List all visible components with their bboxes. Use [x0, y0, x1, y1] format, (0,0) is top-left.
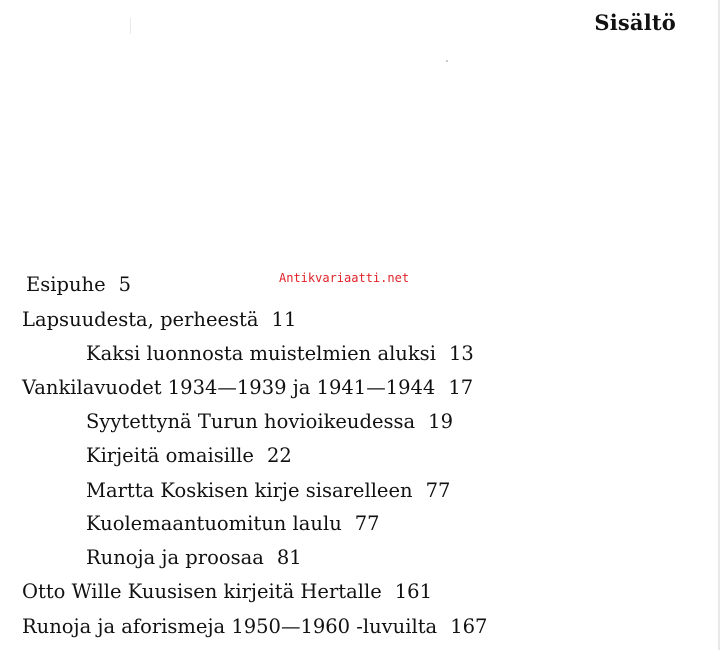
toc-entry-page: 167	[450, 615, 488, 638]
toc-entry-title: Vankilavuodet 1934—1939 ja 1941—1944	[22, 376, 436, 399]
toc-entry-title: Runoja ja aforismeja 1950—1960 -luvuilta	[22, 615, 438, 638]
toc-entry-page: 77	[354, 512, 380, 535]
toc-entry-title: Otto Wille Kuusisen kirjeitä Hertalle	[22, 580, 382, 603]
toc-entry-title: Martta Koskisen kirje sisarelleen	[86, 479, 413, 502]
toc-entry	[86, 444, 292, 468]
contents-heading: Sisältö	[594, 10, 676, 35]
toc-entry-title: Runoja ja proosaa	[86, 546, 264, 569]
toc-entry-page: 161	[394, 580, 432, 603]
toc-entry-title: Kuolemaantuomitun laulu	[86, 512, 342, 535]
toc-entry	[86, 410, 453, 434]
toc-entry-title: Lapsuudesta, perheestä	[22, 308, 259, 331]
toc-entry	[22, 308, 296, 332]
toc-entry	[86, 479, 450, 503]
toc-entry	[86, 512, 380, 536]
toc-entry-page: 5	[118, 273, 132, 296]
toc-entry-title: Kaksi luonnosta muistelmien aluksi	[86, 342, 436, 365]
toc-entry-page: 13	[448, 342, 474, 365]
toc-entry-page: 19	[428, 410, 453, 433]
toc-entry-page: 11	[271, 308, 297, 331]
toc-entry-title: Syytettynä Turun hovioikeudessa	[86, 410, 416, 433]
toc-entry-page: 81	[276, 546, 302, 569]
toc-entry	[22, 376, 473, 400]
watermark: Antikvariaatti.net	[279, 271, 410, 285]
toc-entry	[26, 273, 131, 297]
toc-entry-page: 22	[266, 444, 292, 467]
toc-entry-page: 77	[425, 479, 451, 502]
toc-entry-title: Kirjeitä omaisille	[86, 444, 254, 467]
toc-entry-page: 17	[448, 376, 474, 399]
toc-entry	[22, 580, 432, 604]
toc-entry-title: Esipuhe	[26, 273, 106, 296]
toc-entry	[86, 342, 474, 366]
toc-entry	[22, 615, 487, 639]
toc-entry	[86, 546, 302, 570]
